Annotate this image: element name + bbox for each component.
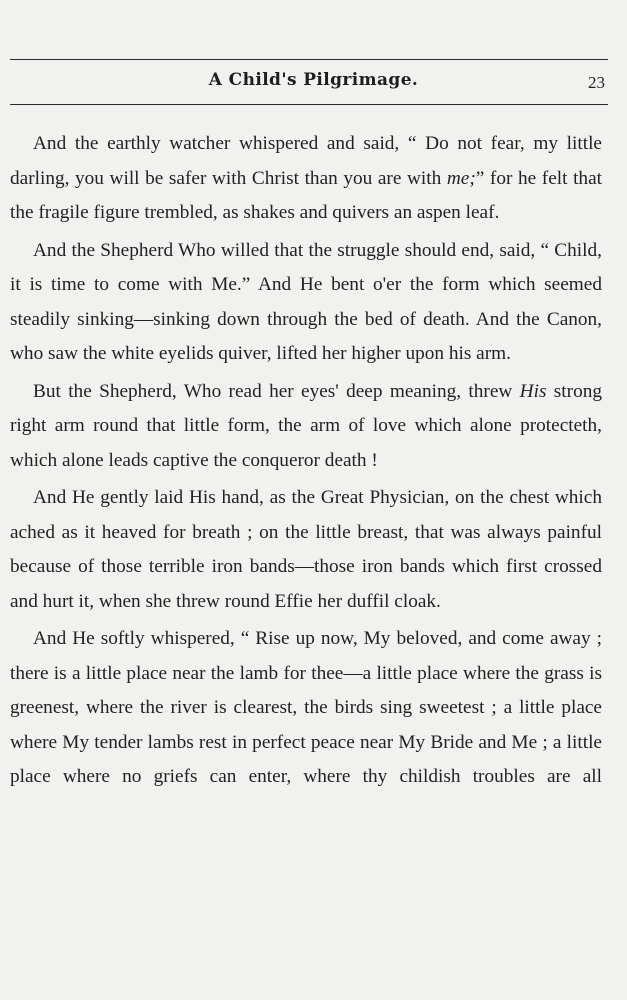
running-title: A Child's Pilgrimage. [208,70,419,90]
paragraph [10,127,602,231]
text-span: strong right arm round that little form, the arm of love which alone protecteth, which alone leads captive the conqueror death ! [10,380,602,471]
header-rule-bottom [10,104,608,105]
paragraph [10,622,602,795]
text-span: And He gently laid His hand, as the Great Physician, on the chest which ached as it heaved for breath ; on the little breast, that was always painful because of those terrible iron bands—those iron bands which first crossed and hurt it, when she threw round Effie her duffil cloak. [10,487,602,612]
page-number: 23 [588,73,605,92]
italic-span: His [519,380,547,402]
body-text [10,127,602,798]
header-rule-top [10,59,608,60]
text-span: ” for he felt that the fragile figure trembled, as shakes and quivers an aspen leaf. [10,167,602,223]
paragraph [10,234,602,372]
text-span: And the Shepherd Who willed that the struggle should end, said, “ Child, it is time to come with Me.” And He bent o'er the form which seemed steadily sinking—sinking down through the bed of death. And the Canon, who saw the white eyelids quiver, lifted her higher upon his arm. [10,239,602,364]
paragraph [10,481,602,619]
italic-span: me; [446,167,476,189]
text-span: And the earthly watcher whispered and said, “ Do not fear, my little darling, you will be safer with Christ than you are with [10,133,602,189]
text-span: And He softly whispered, “ Rise up now, My beloved, and come away ; there is a little place near the lamb for thee—a little place where the grass is greenest, where the river is clearest, the birds sing sweetest ; a little place where My tender lambs rest in perfect peace near My Bride and Me ; a little place where no griefs can enter, where thy childish troubles are all [10,628,602,787]
text-span: But the Shepherd, Who read her eyes' deep meaning, threw [33,380,520,402]
paragraph [10,375,602,479]
